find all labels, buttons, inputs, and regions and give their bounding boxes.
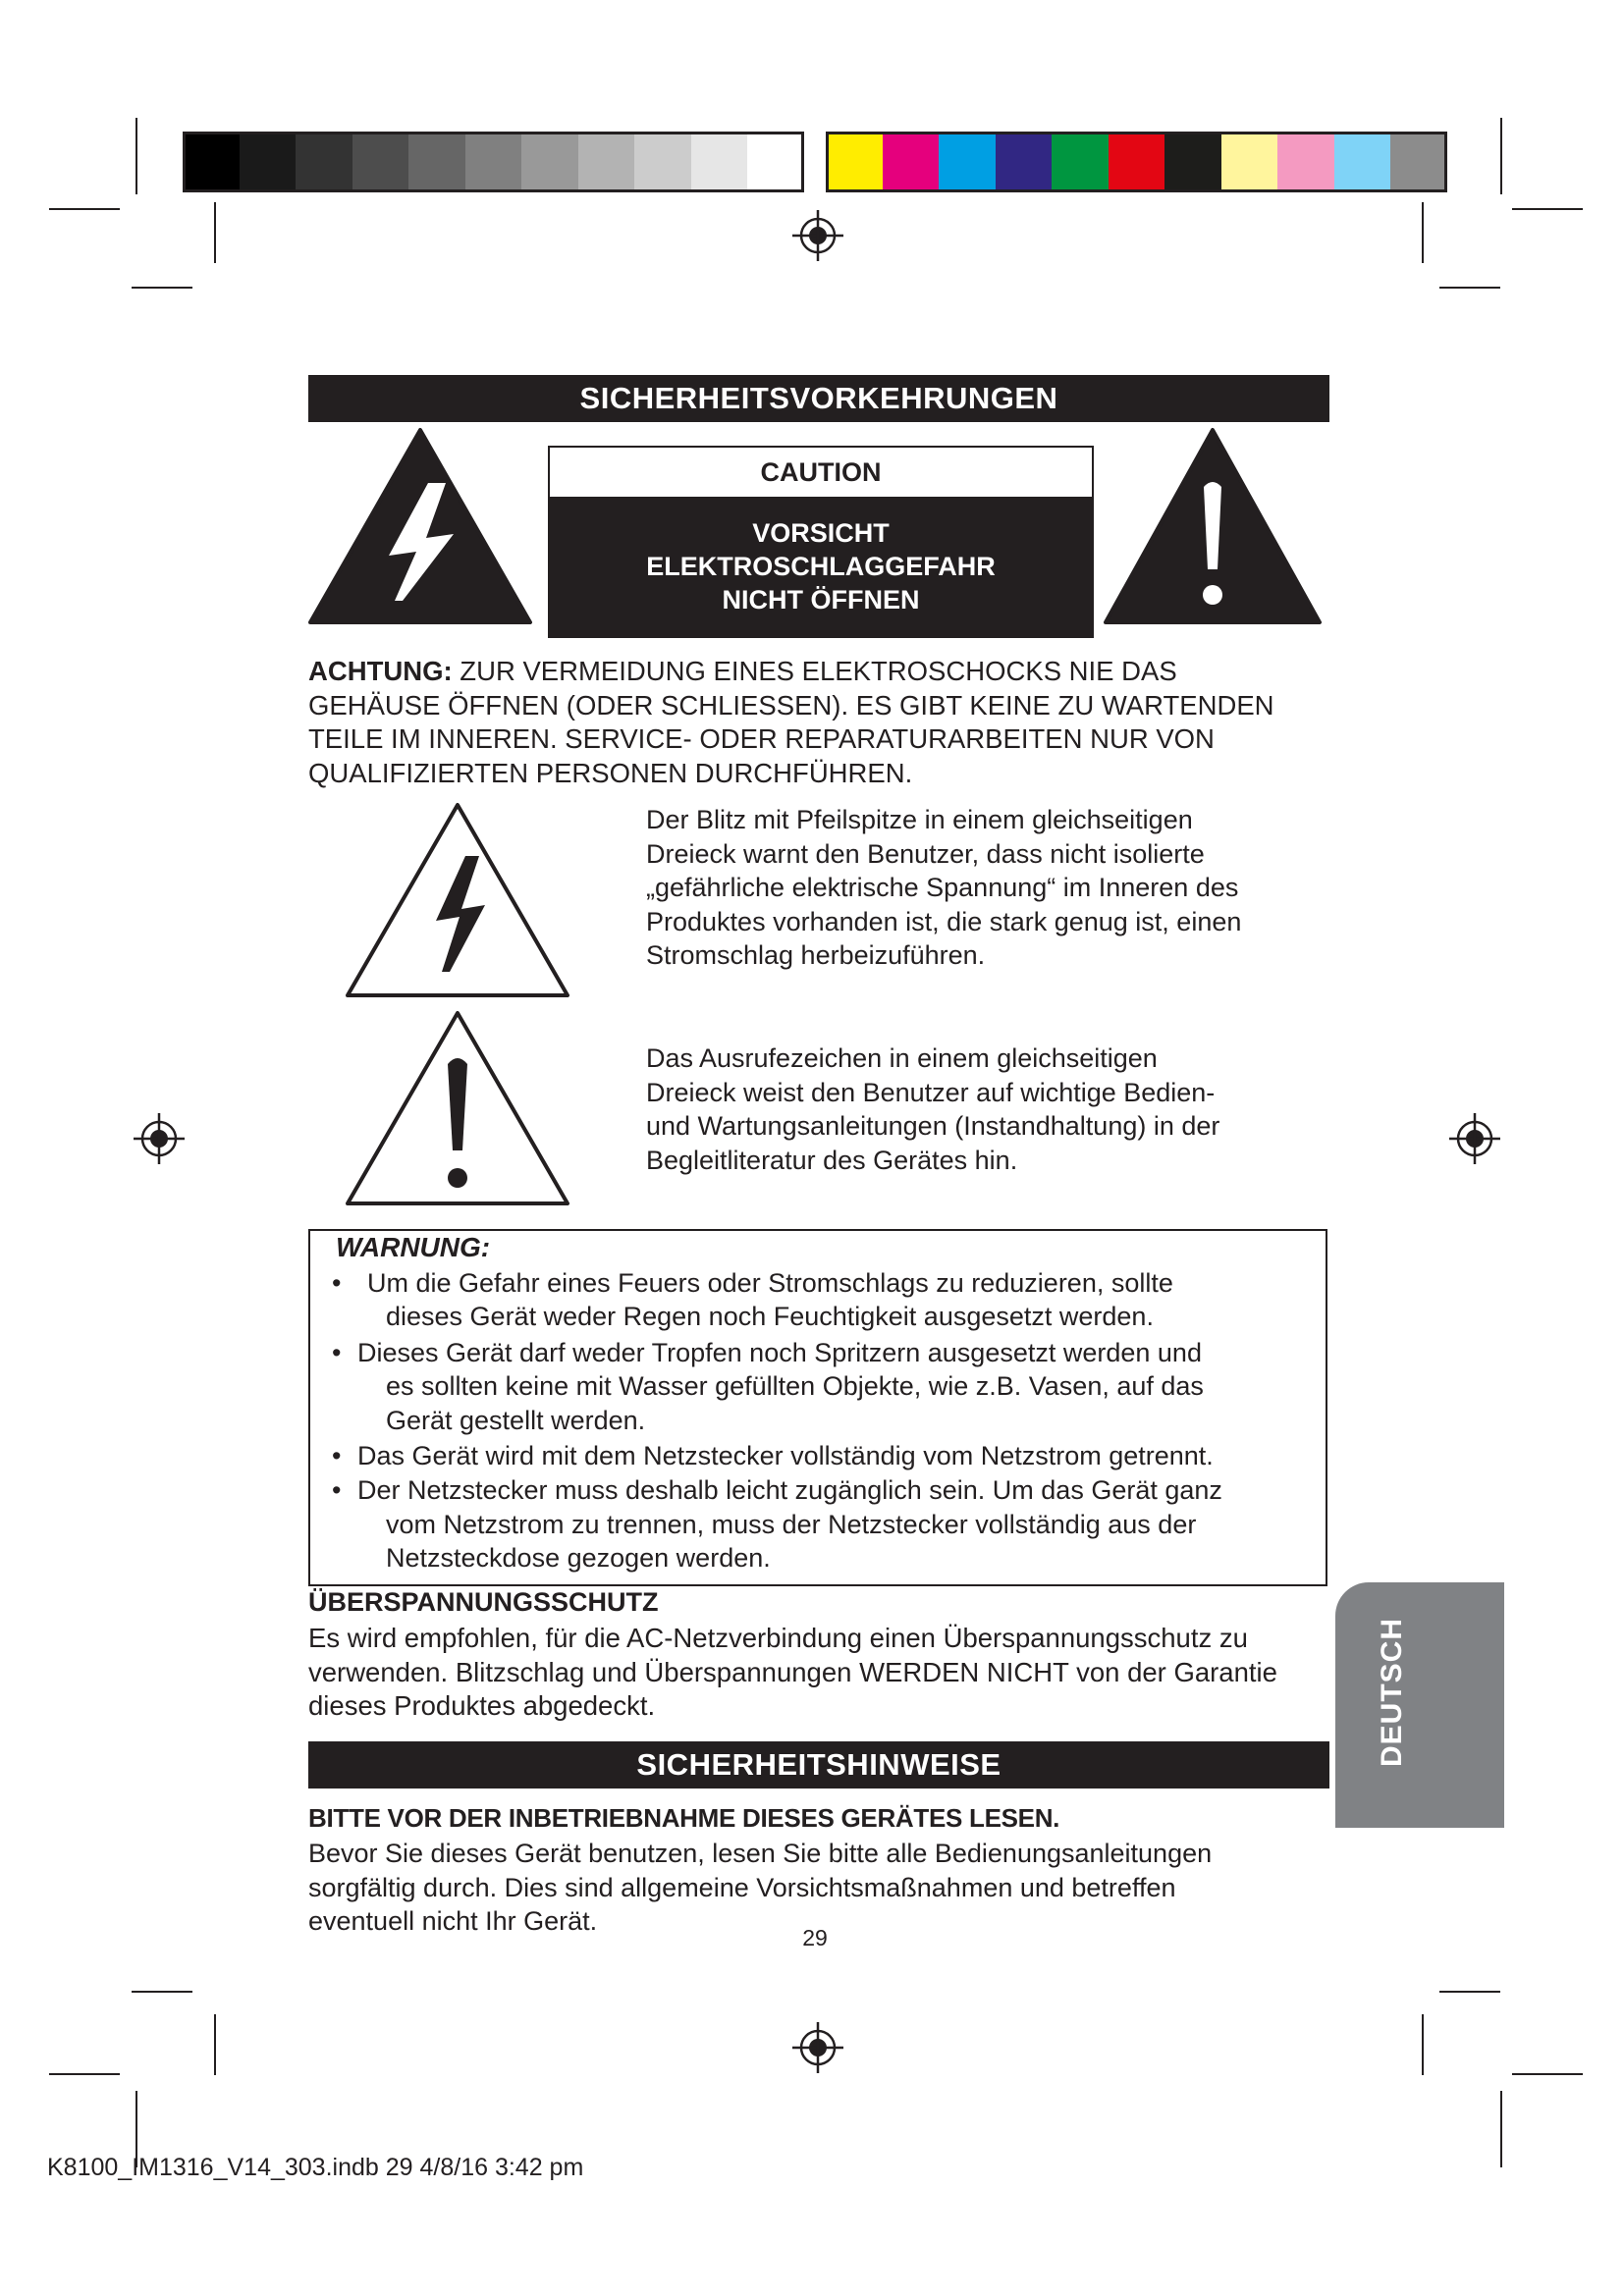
surge-line: dieses Produktes abgedeckt. [308,1690,656,1721]
registration-mark-icon [790,2020,845,2075]
safety-notes-text [308,1837,1212,1939]
safety-notes-subtitle: BITTE VOR DER INBETRIEBNAHME DIESES GERÄTES LESEN. [308,1803,1060,1833]
crop-mark [49,208,120,210]
lightning-triangle-icon [306,426,534,626]
color-bar-frame [826,132,1447,192]
crop-mark [1422,202,1424,263]
lightning-symbol-description [646,803,1241,973]
warning-line: Das Gerät wird mit dem Netzstecker vollständig vom Netzstrom getrennt. [357,1441,1214,1470]
warning-line: dieses Gerät weder Regen noch Feuchtigkeit ausgesetzt werden. [386,1302,1154,1331]
lightning-symbol-icon [342,799,573,1001]
description-line: Dreieck weist den Benutzer auf wichtige Bedien- [646,1077,1216,1107]
description-line: „gefährliche elektrische Spannung“ im Inneren des [646,873,1239,902]
safety-line: Bevor Sie dieses Gerät benutzen, lesen Sie bitte alle Bedienungsanleitungen [308,1839,1213,1868]
color-calibration-bar [183,132,1455,192]
warning-title: WARNUNG: [336,1232,491,1262]
surge-line: verwenden. Blitzschlag und Überspannungen WERDEN NICHT von der Garantie [308,1656,1277,1687]
crop-mark [135,118,137,194]
achtung-paragraph [308,655,1329,790]
caution-warning-block [550,497,1092,636]
crop-mark [49,2073,120,2075]
warning-line: es sollten keine mit Wasser gefüllten Objekte, wie z.B. Vasen, auf das [386,1371,1204,1401]
crop-mark [214,202,216,263]
registration-mark-icon [1447,1111,1502,1166]
language-tab-label: DEUTSCH [1376,1617,1408,1767]
warning-line: Netzsteckdose gezogen werden. [386,1543,771,1573]
crop-mark [214,2014,216,2075]
safety-line: eventuell nicht Ihr Gerät. [308,1906,598,1936]
crop-mark [132,287,192,289]
description-line: Stromschlag herbeizuführen. [646,940,986,970]
warning-line: Dieses Gerät darf weder Tropfen noch Spritzern ausgesetzt werden und [357,1338,1202,1367]
achtung-label: ACHTUNG: [308,656,453,686]
description-line: Produktes vorhanden ist, die stark genug ist, einen [646,906,1242,936]
section-title-precautions: SICHERHEITSVORKEHRUNGEN [308,375,1329,422]
registration-mark-icon [132,1111,187,1166]
achtung-text: QUALIFIZIERTEN PERSONEN DURCHFÜHREN. [308,757,913,788]
crop-mark [1512,208,1583,210]
bullet-marker: • [332,1268,342,1298]
crop-mark [1439,1991,1500,1993]
caution-line: NICHT ÖFFNEN [722,585,920,614]
warning-line: Der Netzstecker muss deshalb leicht zugänglich sein. Um das Gerät ganz [357,1475,1222,1505]
warning-line: Gerät gestellt werden. [386,1406,646,1435]
description-line: Begleitliteratur des Gerätes hin. [646,1145,1018,1175]
crop-mark [132,1991,192,1993]
caution-label-box [548,446,1094,638]
caution-title: CAUTION [760,457,882,487]
crop-mark [1439,287,1500,289]
description-line: und Wartungsanleitungen (Instandhaltung) in der [646,1111,1220,1141]
color-bar-frame [183,132,804,192]
exclamation-symbol-description [646,1041,1219,1177]
crop-mark [1500,118,1502,194]
bullet-marker: • [332,1338,342,1367]
registration-mark-icon [790,208,845,263]
description-line: Dreieck warnt den Benutzer, dass nicht isolierte [646,838,1205,869]
caution-line: ELEKTROSCHLAGGEFAHR [646,552,996,581]
description-line: Der Blitz mit Pfeilspitze in einem gleichseitigen [646,805,1193,834]
exclamation-triangle-icon [1102,426,1324,626]
achtung-text: TEILE IM INNEREN. SERVICE- ODER REPARATURARBEITEN NUR VON [308,723,1215,754]
crop-mark [1500,2091,1502,2167]
warning-line: vom Netzstrom zu trennen, muss der Netzstecker vollständig aus der [386,1510,1197,1539]
warning-line: Um die Gefahr eines Feuers oder Stromschlags zu reduzieren, sollte [367,1268,1173,1298]
print-slug-footer: K8100_IM1316_V14_303.indb 29 4/8/16 3:42 pm [47,2154,584,2181]
crop-mark [1422,2014,1424,2075]
section-title-safety-notes: SICHERHEITSHINWEISE [308,1741,1329,1789]
surge-protection-title: ÜBERSPANNUNGSSCHUTZ [308,1587,659,1617]
crop-mark [1512,2073,1583,2075]
safety-line: sorgfältig durch. Dies sind allgemeine Vorsichtsmaßnahmen und betreffen [308,1872,1176,1902]
surge-line: Es wird empfohlen, für die AC-Netzverbindung einen Überspannungsschutz zu [308,1623,1248,1653]
language-tab [1335,1582,1504,1828]
bullet-marker: • [332,1475,342,1505]
page-number: 29 [802,1925,828,1950]
achtung-text: GEHÄUSE ÖFFNEN (ODER SCHLIESSEN). ES GIBT KEINE ZU WARTENDEN [308,689,1274,721]
bullet-marker: • [332,1441,342,1470]
exclamation-symbol-icon [342,1007,573,1209]
description-line: Das Ausrufezeichen in einem gleichseitigen [646,1043,1158,1073]
achtung-text: ZUR VERMEIDUNG EINES ELEKTROSCHOCKS NIE DAS [452,656,1177,686]
caution-line: VORSICHT [752,518,890,548]
surge-protection-text [308,1622,1334,1724]
